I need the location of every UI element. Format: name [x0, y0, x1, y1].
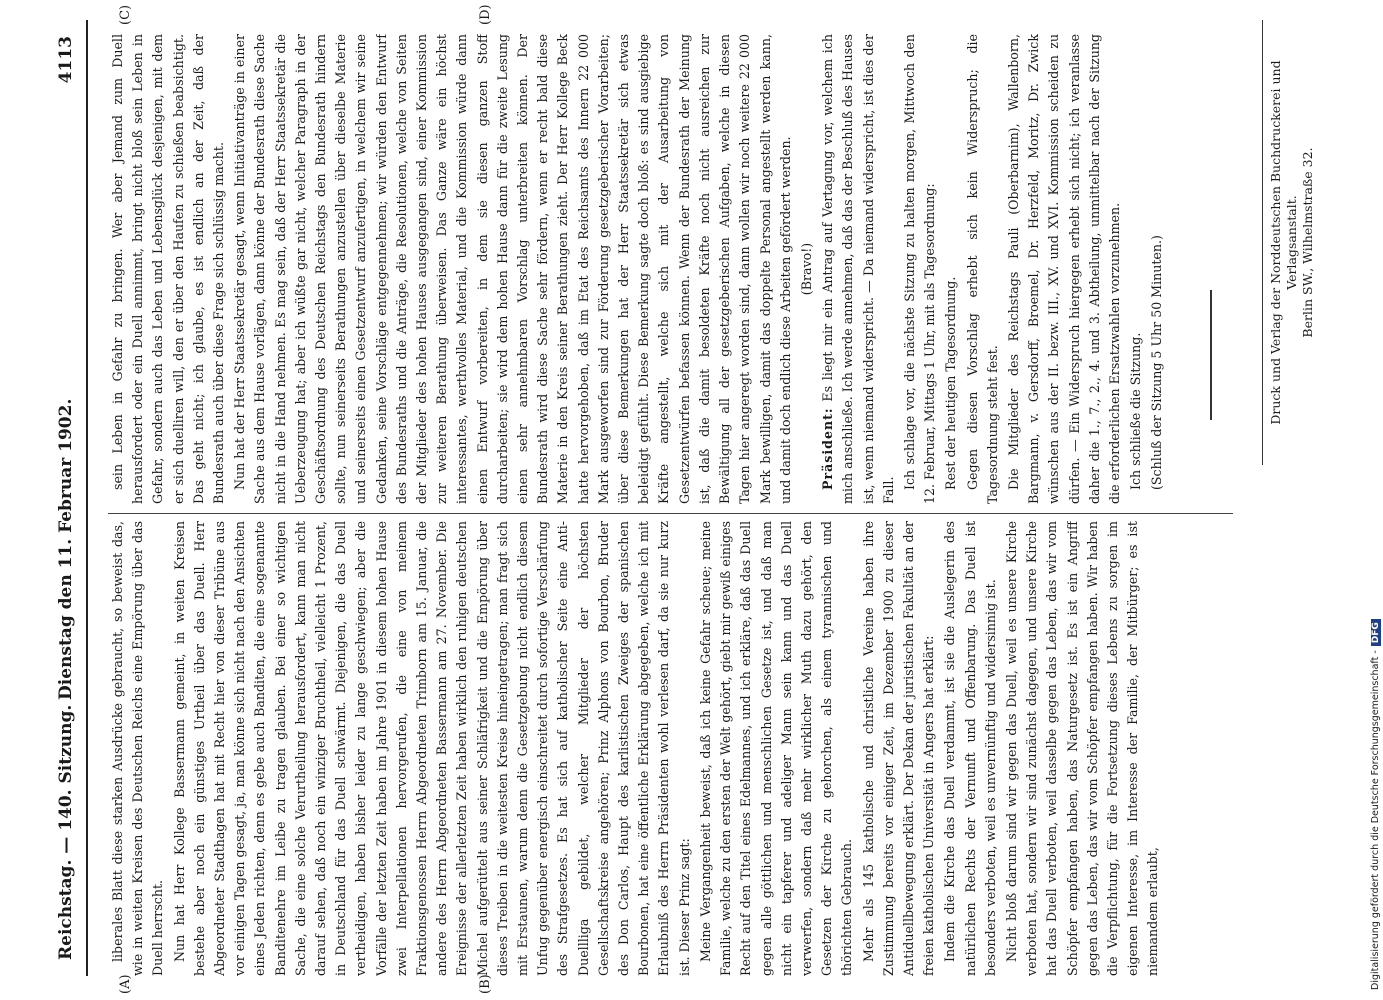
paragraph: Ich schlage vor, die nächste Sitzung zu halten morgen, Mittwoch den 12. Februar, Mittags 1 Uhr, mit als Tagesordnung:: [901, 34, 938, 504]
column-divider: [108, 513, 1233, 514]
digitization-note: [1370, 10, 1381, 990]
paragraph: Die Mitglieder des Reichstags Pauli (Oberbarnim), Wallenborn, Bargmann, v. Gersdorff, Broemel, Dr. Herzfeld, Moritz, Dr. Zwick wünschen aus der II. bezw. III., XV. und XVI. Kommission scheiden zu dürfen. — Ein Widerspruch hiergegen erhebt sich nicht; ich veranlasse daher die 1., 7., 2., 4. und 3. Abtheilung, unmittelbar nach der Sitzung die erforderlichen Ersatzwahlen vorzunehmen.: [1005, 34, 1122, 504]
paragraph: Nun hat der Herr Staatssekretär gesagt, wenn Initiativanträge in einer Sache aus dem Hause vorlägen, dann könne der Bundesrath diese Sache nicht in die Hand nehmen. Es mag sein, daß der Herr Staatssekretär die Ueberzeugung hat; aber ich wüßte gar nicht, welcher Paragraph in der Geschäftsordnung des Deutschen Reichstags den Bundesrath hindern sollte, nun seinerseits Berathungen anzustellen über dieselbe Materie und seinerseits einen Gesetzentwurf anzufertigen, in welchem wir seine Gedanken, seine Vorschläge entgegennehmen; wir würden den Entwurf des Bundesraths und die Anträge, die Resolutionen, welche von Seiten der Mitglieder des hohen Hauses ausgegangen sind, einer Kommission zur weiteren Berathung überweisen. Das Ganze wäre ein höchst interessantes, werthvolles Material, und die Kommission würde dann einen Entwurf vorbereiten, in dem sie diesen ganzen Stoff durcharbeiten; sie wird dem hohen Hause dann für die zweite Lesung einen sehr annehmbaren Vorschlag unterbreiten können. Der Bundesrath wird diese Sache sehr fördern, wenn er recht bald diese Materie in den Kreis seiner Berathungen zieht. Der Herr Kollege Beck hatte hervorgehoben, daß im Etat des Reichsamts des Innern 22 000 Mark ausgeworfen sind zur Förderung gesetzgeberischer Vorarbeiten; über diese Bemerkungen hat der Herr Staatssekretär sich etwas beleidigt gefühlt. Diese Bemerkung sagte doch bloß: es sind ausgiebige Kräfte angestellt, welche sich mit der Ausarbeitung von Gesetzentwürfen befassen können. Wenn der Bundesrath der Meinung ist, daß die damit besoldeten Kräfte noch nicht ausreichen zur Bewältigung all der gesetzgeberischen Aufgaben, welche in diesen Tagen hier angeregt worden sind, dann wollen wir noch weitere 22 000 Mark bewilligen, damit das doppelte Personal angestellt werden kann, und damit doch endlich diese Arbeiten gefördert werden.: [232, 34, 793, 504]
right-column: [108, 34, 1233, 504]
imprint-line-2: Berlin SW., Wilhelmstraße 32.: [1300, 147, 1315, 338]
president-text: Es liegt mir ein Antrag auf Vertagung vor, welchem ich mich anschließe. Ich werde annehmen, daß das der Beschluß des Hauses ist, wenn niemand widerspricht. — Da niemand widerspricht, ist dies der Fall.: [820, 34, 896, 504]
president-statement: [818, 34, 899, 504]
agenda-item: Rest der heutigen Tagesordnung.: [943, 276, 959, 490]
margin-mark-a: (A): [118, 974, 133, 994]
president-label: Präsident:: [820, 407, 836, 490]
margin-mark-d: (D): [478, 4, 493, 25]
header-date: Dienstag den 11. Februar 1902.: [56, 398, 76, 700]
paragraph: liberales Blatt diese starken Ausdrücke gebraucht, so beweist das, wie in weiten Kreisen des Deutschen Reichs eine Empörung über das Duell herrscht.: [110, 521, 166, 976]
left-column: [108, 521, 1233, 976]
dfg-logo: DFG: [1371, 619, 1381, 646]
header-rule: [86, 20, 88, 976]
margin-mark-c: (C): [118, 4, 133, 25]
margin-mark-b: (B): [478, 974, 493, 994]
imprint-rule: [1262, 20, 1263, 465]
section-rule: [1210, 290, 1212, 420]
page-number: 4113: [56, 36, 76, 84]
quote-paragraph: Indem die Kirche das Duell verdammt, ist sie die Auslegerin des natürlichen Rechts der Vernunft und Offenbarung. Das Duell ist besonders verboten, weil es unvernünftig und widersinnig ist.: [942, 521, 998, 976]
paragraph: Gegen diesen Vorschlag erhebt sich kein Widerspruch; die Tagesordnung steht fest.: [964, 34, 1000, 504]
quote-paragraph: Meine Vergangenheit beweist, daß ich keine Gefahr scheue; meine Familie, welche zu den ersten der Welt gehört, giebt mir gewiß einiges Recht auf den Titel eines Edelmannes, und ich erkläre, daß das Duell gegen alle göttlichen und menschlichen Gesetze ist, und daß man nicht ein tapferer und adeliger Mann sein kann und das Duell verwerfen, sondern daß mehr wirklicher Muth dazu gehört, den Gesetzen der Kirche zu gehorchen, als einem tyrannischen und thörichten Gebrauch.: [697, 521, 855, 976]
digitization-text: Digitalisierung gefördert durch die Deutsche Forschungsgemeinschaft -: [1370, 650, 1381, 990]
paragraph: sein Leben in Gefahr zu bringen. Wer aber Jemand zum Duell herausfordert oder ein Duell annimmt, bringt nicht bloß sein Leben in Gefahr, sondern auch das Leben und Lebensglück desjenigen, mit dem er sich duelliren will, den er über den Haufen zu schießen beabsichtigt. Das geht nicht; ich glaube, es ist endlich an der Zeit, daß der Bundesrath auch über diese Frage sich schlüssig macht.: [110, 34, 227, 504]
paragraph: Nicht bloß darum sind wir gegen das Duell, weil es unsere Kirche verboten hat, sondern wir sind zunächst dagegen, und unsere Kirche hat das Duell verboten, weil dasselbe gegen das Leben, das wir vom Schöpfer empfangen haben, das Naturgesetz ist. Es ist ein Angriff gegen das Leben, das wir vom Schöpfer empfangen haben. Wir haben die Verpflichtung, für die Fortsetzung dieses Lebens zu sorgen im eigenen Interesse, im Interesse der Familie, der Mitbürger; es ist niemandem erlaubt,: [1003, 521, 1161, 976]
imprint: [1268, 20, 1316, 465]
imprint-line-1: Druck und Verlag der Norddeutschen Buchdruckerei und Verlagsanstalt.: [1268, 60, 1299, 425]
closing-note: (Schluß der Sitzung 5 Uhr 50 Minuten.): [1149, 235, 1165, 490]
paragraph: Nun hat Herr Kollege Bassermann gemeint, in weiten Kreisen bestehe aber noch ein günstiges Urtheil über das Duell. Herr Abgeordneter Stadthagen hat mit Recht hier von dieser Tribüne aus vor einigen Tagen gesagt, ja, man könne sich nicht nach den Ansichten eines Jeden richten, denn es gebe auch Banditen, die eine sogenannte Banditenehre im Leibe zu tragen glauben. Bei einer so wichtigen Sache, die eine solche Verurtheilung herausfordert, kann man nicht darauf sehen, daß noch ein winziger Bruchtheil, vielleicht 1 Prozent, in Deutschland für das Duell schwärmt. Diejenigen, die das Duell vertheidigen, haben bisher leider zu lange geschwiegen; aber die Vorfälle der letzten Zeit haben im Jahre 1901 in diesem hohen Hause zwei Interpellationen hervorgerufen, die eine von meinem Fraktionsgenossen Herrn Abgeordneten Trimborn am 15. Januar, die andere des Herrn Abgeordneten Bassermann am 27. November. Die Ereignisse der allerletzten Zeit haben wirklich den ruhigen deutschen Michel aufgerüttelt aus seiner Schläfrigkeit und die Empörung über dieses Treiben in die weitesten Kreise hineingetragen; man fragt sich mit Erstaunen, warum denn die Gesetzgebung nicht endlich diesem Unfug gegenüber energisch einschreitet durch sofortige Verschärfung des Strafgesetzes. Es hat sich auf katholischer Seite eine Anti-Duellliga gebildet, welcher Mitglieder der höchsten Gesellschaftskreise angehören; Prinz Alphons von Bourbon, Bruder des Don Carlos, Haupt des karlistischen Zweiges der spanischen Bourbonen, hat eine öffentliche Erklärung abgegeben, welche ich mit Erlaubniß des Herrn Präsidenten wohl verlesen darf, da sie nur kurz ist. Dieser Prinz sagt:: [171, 521, 692, 976]
paragraph: Mehr als 145 katholische und christliche Vereine haben ihre Zustimmung bereits vor einiger Zeit, im Dezember 1900 zu dieser Antiduellbewegung erklärt. Der Dekan der juristischen Fakultät an der freien katholischen Universität in Angers hat erklärt:: [860, 521, 937, 976]
header-session: Reichstag. — 140. Sitzung.: [56, 704, 76, 960]
paragraph: Ich schließe die Sitzung.: [1128, 332, 1144, 490]
applause-note: (Bravo!): [798, 242, 814, 296]
